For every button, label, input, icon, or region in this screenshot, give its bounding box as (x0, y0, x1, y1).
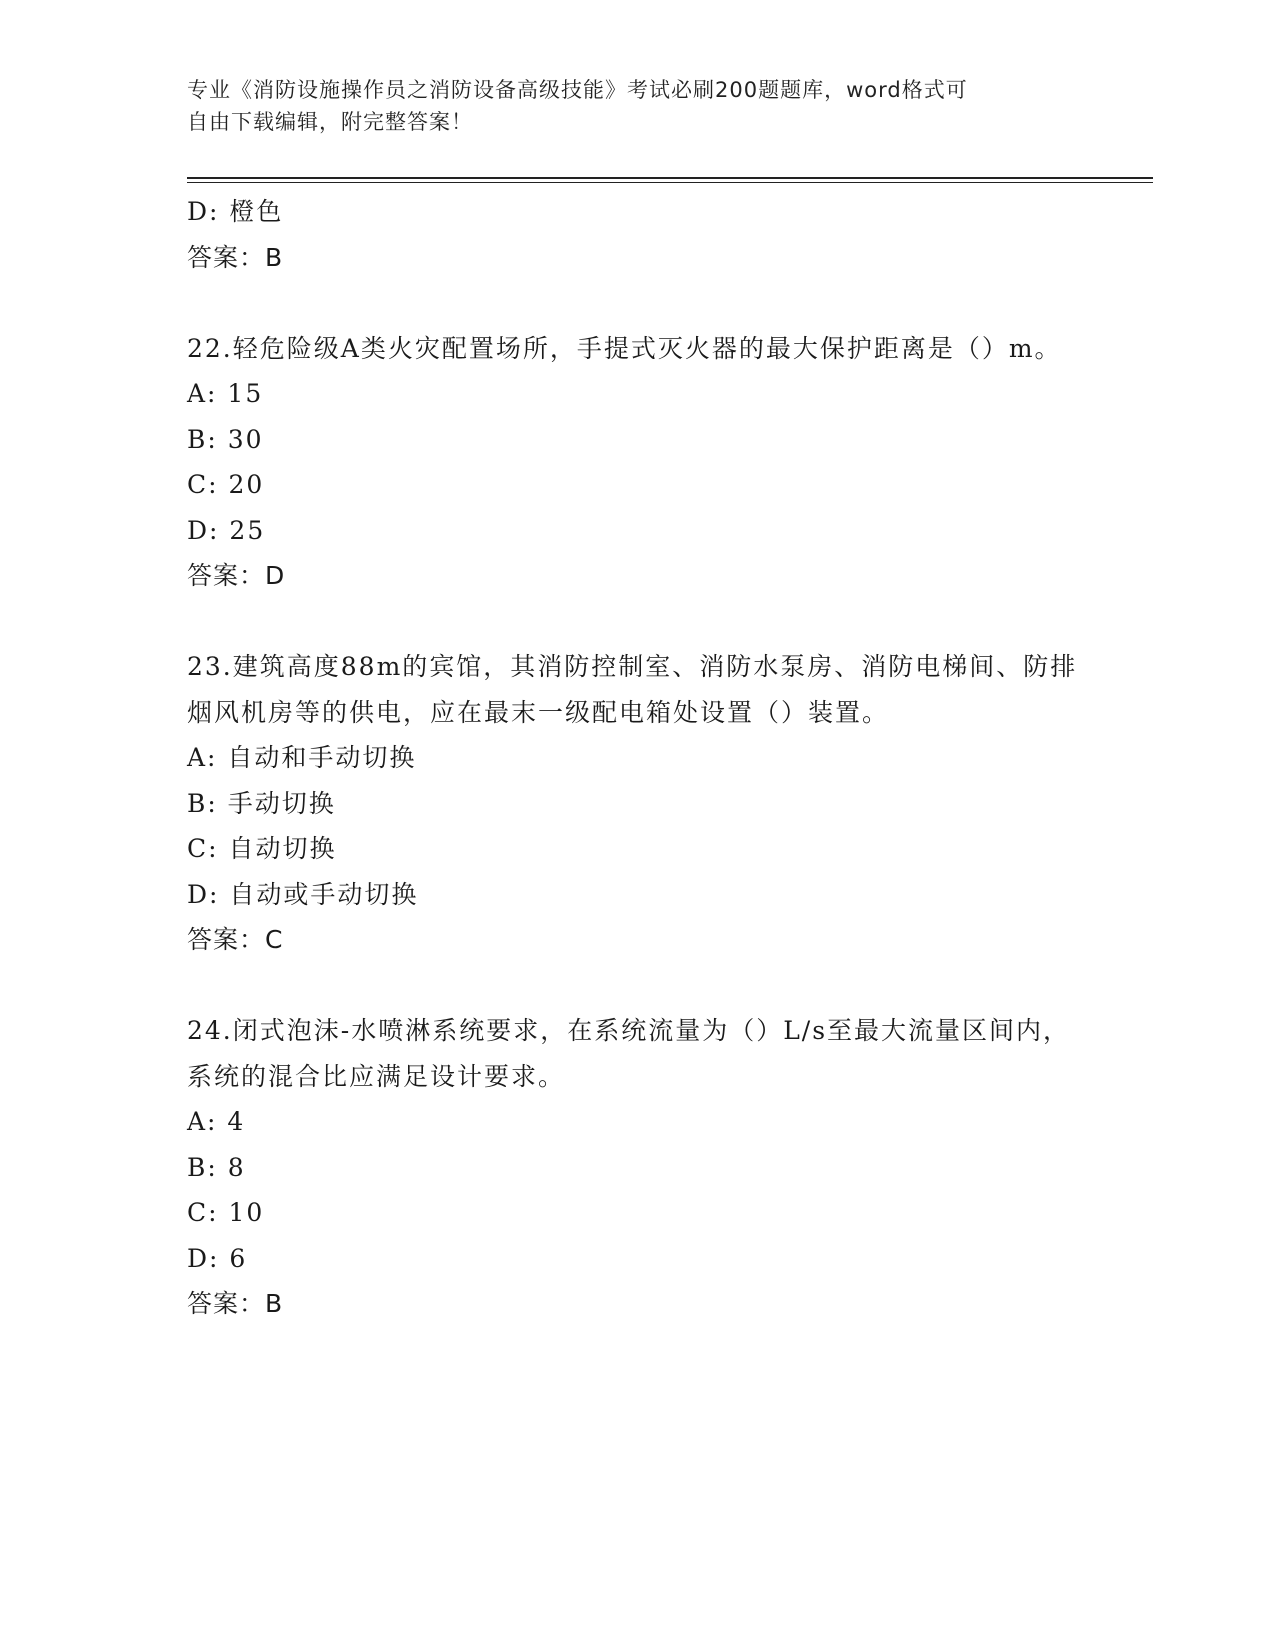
option-d: D: 自动或手动切换 (187, 879, 419, 909)
question-text: 23.建筑高度88m的宾馆，其消防控制室、消防水泵房、消防电梯间、防排烟风机房等的供电，应在最末一级配电箱处设置（）装置。 (187, 652, 1078, 727)
option-b: B: 手动切换 (187, 788, 336, 818)
header-rule-thick (187, 177, 1153, 179)
header-rule-thin (187, 182, 1153, 183)
answer: 答案：B (187, 1289, 284, 1318)
option-c: C: 自动切换 (187, 834, 337, 863)
question-text: 22.轻危险级A类火灾配置场所，手提式灭火器的最大保护距离是（）m。 (187, 333, 1062, 363)
question-24 (187, 1008, 1087, 1327)
header-line-2: 自由下载编辑，附完整答案！ (187, 110, 473, 134)
option-a: A: 15 (187, 379, 264, 408)
prev-answer: 答案：B (187, 242, 284, 272)
spacer (187, 599, 1087, 645)
answer: 答案：C (187, 925, 284, 954)
spacer (187, 280, 1087, 326)
question-22 (187, 326, 1087, 599)
answer: 答案：D (187, 561, 286, 590)
question-text: 24.闭式泡沫-水喷淋系统要求，在系统流量为（）L/s至最大流量区间内，系统的混合比应满足设计要求。 (187, 1016, 1071, 1091)
document-body (187, 189, 1087, 1327)
option-d: D: 25 (187, 515, 266, 545)
option-b: B: 30 (187, 424, 264, 454)
option-c: C: 10 (187, 1198, 265, 1227)
page-header (187, 74, 1067, 138)
option-a: A: 自动和手动切换 (187, 743, 417, 772)
option-b: B: 8 (187, 1152, 246, 1182)
prev-option-d: D: 橙色 (187, 197, 284, 226)
spacer (187, 963, 1087, 1009)
option-c: C: 20 (187, 470, 265, 499)
header-line-1: 专业《消防设施操作员之消防设备高级技能》考试必刷200题题库，word格式可 (187, 78, 968, 102)
option-d: D: 6 (187, 1243, 248, 1273)
option-a: A: 4 (187, 1107, 246, 1136)
question-23 (187, 644, 1087, 963)
